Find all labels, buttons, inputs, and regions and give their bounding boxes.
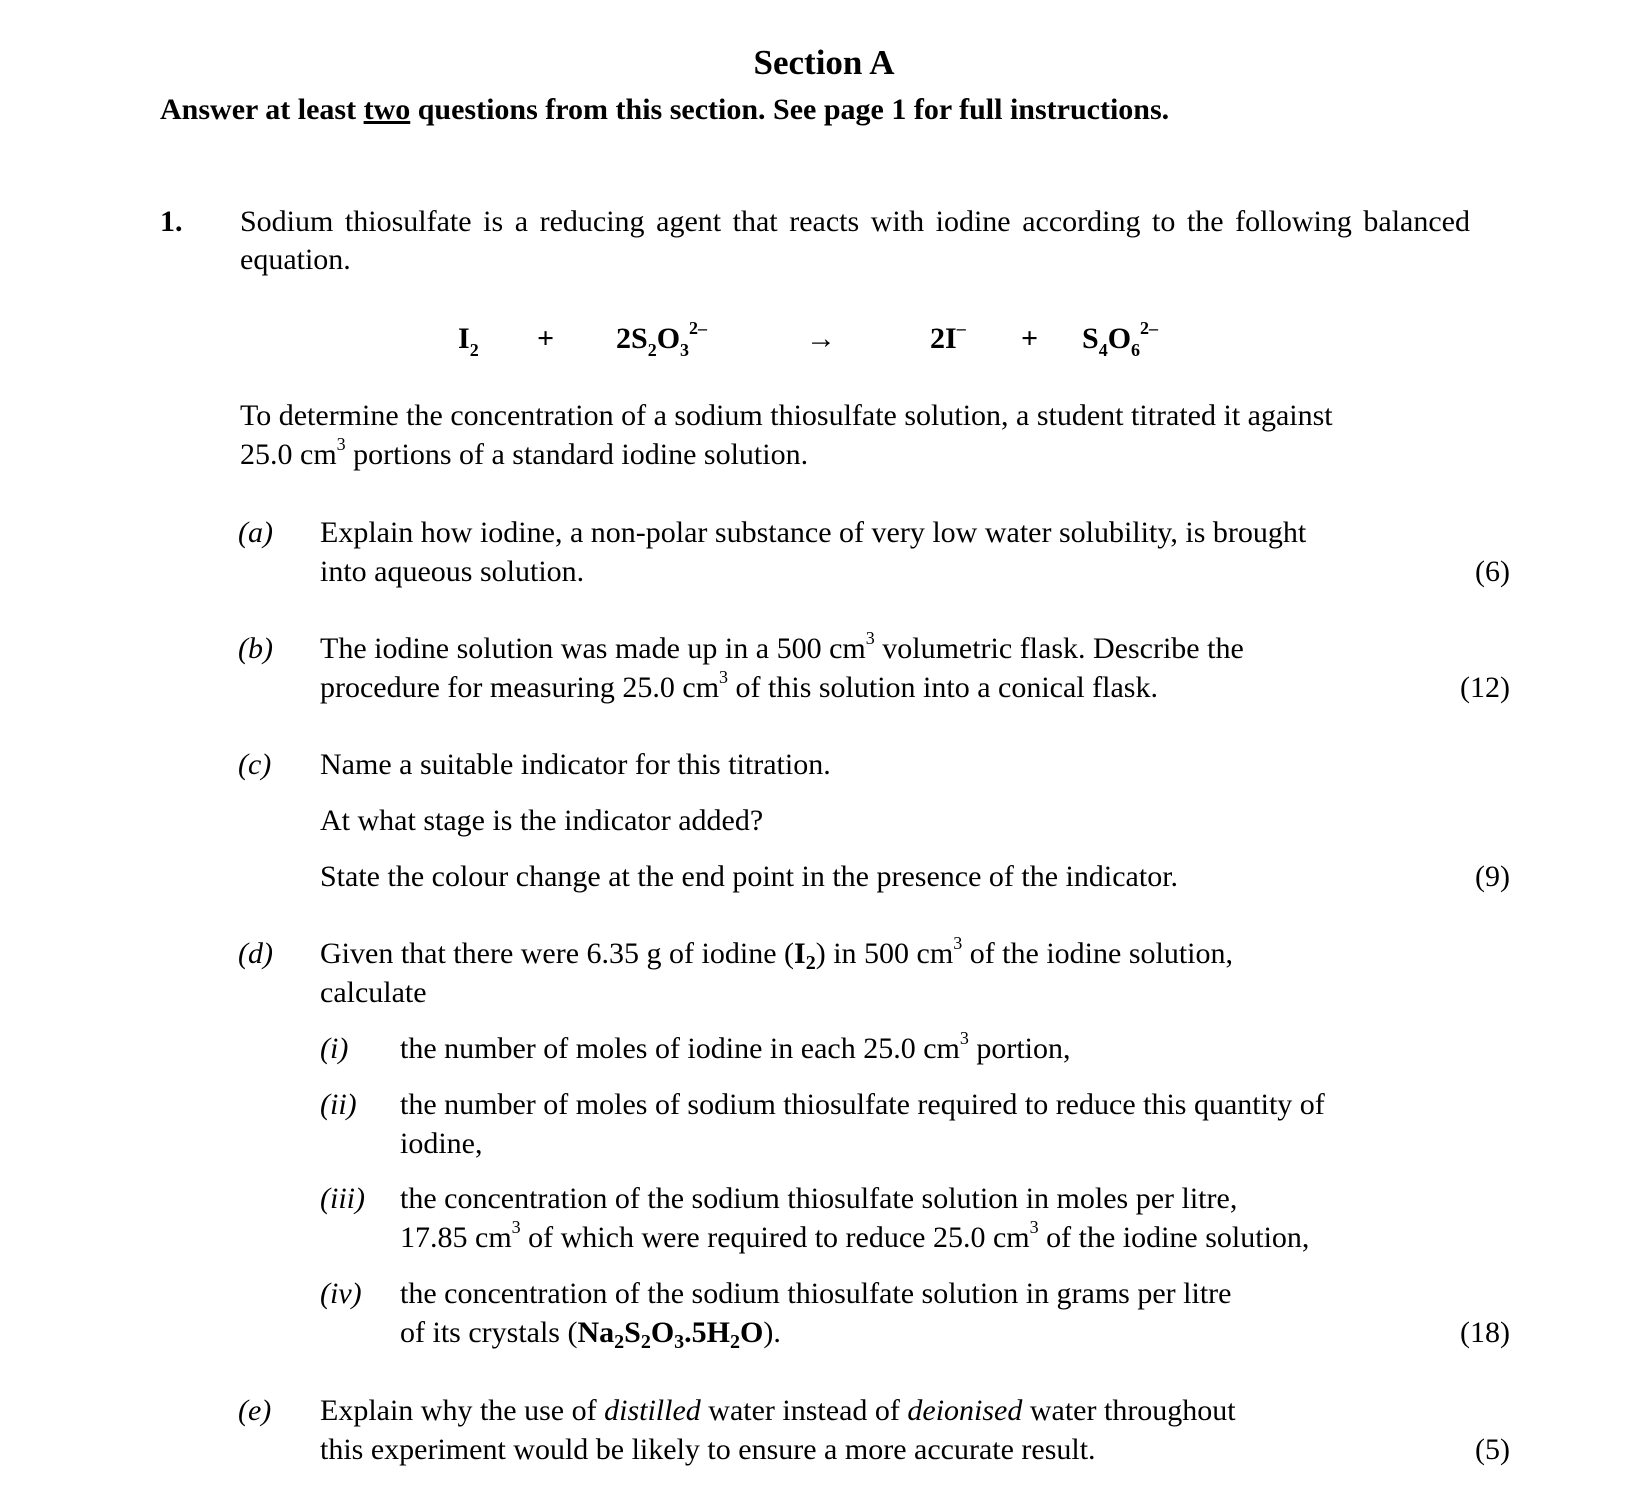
part-a-label: (a) (238, 516, 273, 549)
part-c-line-2: At what stage is the indicator added? (320, 804, 764, 837)
equation-plus-2: + (1021, 322, 1039, 355)
part-b-line-1: The iodine solution was made up in a 500 $cm^3$ volumetric flask. Describe the (320, 628, 1244, 665)
equation-product-1: 2I– (930, 318, 966, 355)
section-title: Section A (753, 43, 895, 82)
instructions-pre: Answer at least (160, 93, 364, 126)
section-instructions (160, 91, 1169, 129)
part-b-marks: (12) (1460, 671, 1510, 704)
part-a-line-2: into aqueous solution. (320, 555, 585, 588)
equation-plus-1: + (537, 322, 555, 355)
part-b-line-2: procedure for measuring 25.0 $cm^3$ of this solution into a conical flask. (320, 667, 1158, 704)
part-c-line-3: State the colour change at the end point in the presence of the indicator. (320, 860, 1179, 893)
part-d-label: (d) (238, 937, 273, 970)
part-e-label: (e) (238, 1394, 272, 1427)
subpart-i-label: (i) (320, 1032, 349, 1065)
part-d-line-1: Given that there were 6.35 g of iodine $(I_2)$ in 500 $cm^3$ of the iodine solution, (320, 933, 1233, 974)
part-e-marks: (5) (1475, 1433, 1510, 1466)
part-d-marks: (18) (1460, 1316, 1510, 1349)
subpart-iv-line-1: the concentration of the sodium thiosulfate solution in grams per litre (400, 1277, 1232, 1310)
question-number: 1. (160, 205, 183, 238)
question-intro: Sodium thiosulfate is a reducing agent that reacts with iodine according to the following balanced equation. (240, 205, 1470, 276)
part-e-line-1: Explain why the use of distilled water instead of deionised water throughout (320, 1394, 1236, 1427)
equation-reactant-2: $2S_2O_3^{2-}$ (616, 318, 708, 360)
part-d-line-2: calculate (320, 976, 427, 1009)
instructions-underlined: two (363, 93, 411, 126)
subpart-ii-line-2: iodine, (400, 1127, 483, 1160)
part-c-line-1: Name a suitable indicator for this titration. (320, 748, 831, 781)
part-e-line-2: this experiment would be likely to ensure a more accurate result. (320, 1433, 1096, 1466)
equation-product-2: $S_4O_6^{2-}$ (1082, 318, 1159, 360)
question-context-line-2: 25.0 $cm^3$ portions of a standard iodine solution. (240, 434, 809, 471)
subpart-iii-line-2: 17.85 $cm^3$ of which were required to reduce 25.0 $cm^3$ of the iodine solution, (400, 1217, 1310, 1254)
part-c-label: (c) (238, 748, 272, 781)
instructions-post: questions from this section. See page 1 for full instructions. (410, 93, 1170, 126)
part-a-marks: (6) (1475, 555, 1510, 588)
part-c-marks: (9) (1475, 860, 1510, 893)
subpart-ii-line-1: the number of moles of sodium thiosulfate required to reduce this quantity of (400, 1088, 1325, 1121)
part-a-line-1: Explain how iodine, a non-polar substance of very low water solubility, is brought (320, 516, 1307, 549)
subpart-iii-label: (iii) (320, 1182, 365, 1215)
crystal-formula: $Na_2S_2O_3.5H_2O$ (577, 1316, 764, 1353)
question-context-line-1: To determine the concentration of a sodium thiosulfate solution, a student titrated it against (240, 399, 1333, 432)
equation-arrow: → (806, 322, 836, 355)
subpart-iv-line-2: of its crystals $(Na_2S_2O_3.5H_2O)$. (400, 1316, 781, 1353)
subpart-i-text: the number of moles of iodine in each 25.0 $cm^3$ portion, (400, 1028, 1071, 1065)
equation-reactant-1: $I_2$ (458, 322, 479, 360)
part-b-label: (b) (238, 632, 273, 665)
subpart-iv-label: (iv) (320, 1277, 362, 1310)
subpart-ii-label: (ii) (320, 1088, 357, 1121)
subpart-iii-line-1: the concentration of the sodium thiosulfate solution in moles per litre, (400, 1182, 1238, 1215)
